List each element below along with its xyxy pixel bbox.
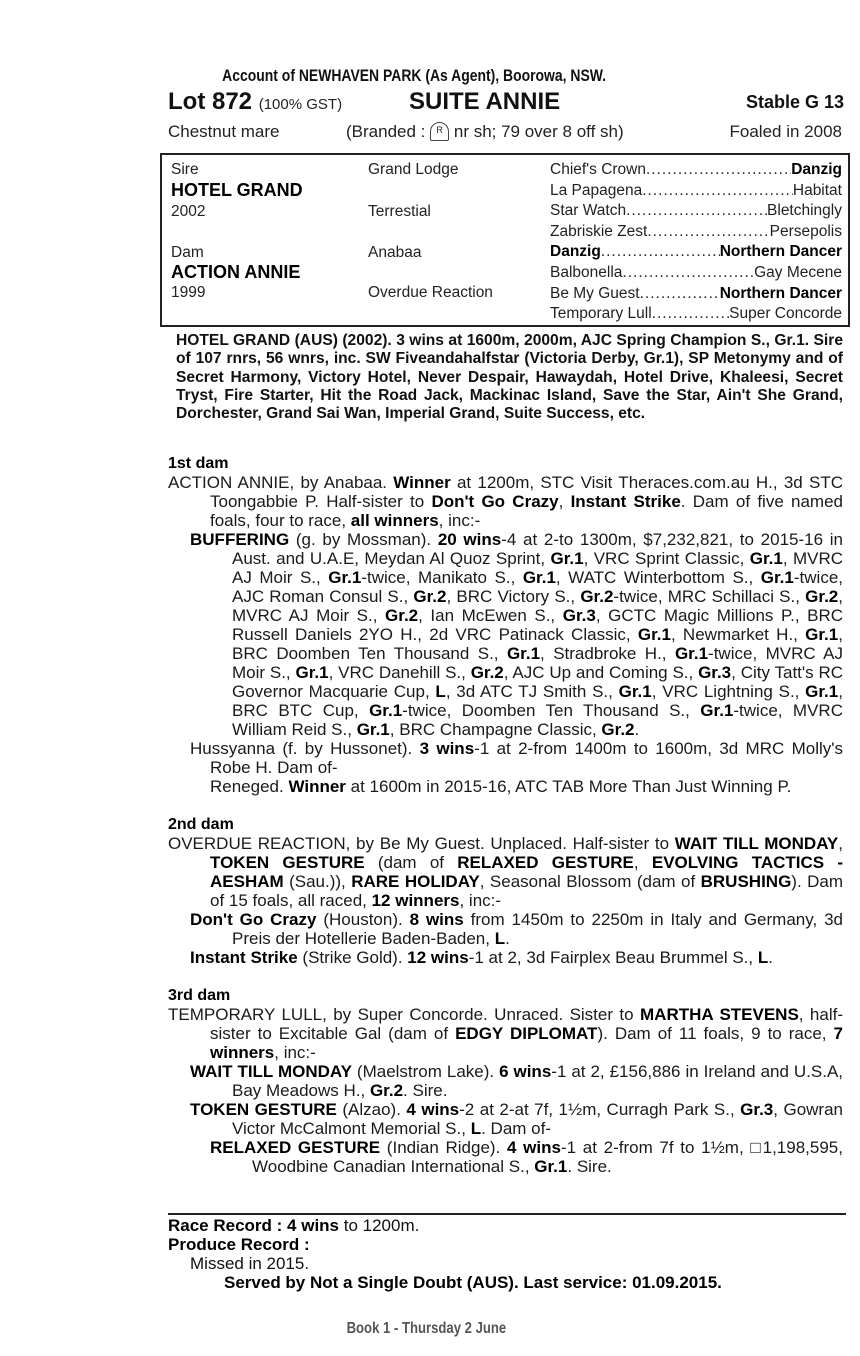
- bold-text: WAIT TILL MONDAY: [190, 1062, 352, 1081]
- bold-text: RELAXED GESTURE: [457, 853, 634, 872]
- pedigree-paragraph: [168, 777, 843, 796]
- sire-year: 2002: [171, 203, 206, 220]
- pedigree-table: [160, 153, 850, 327]
- sire-label: Sire: [171, 161, 199, 178]
- section-heading: 3rd dam: [168, 987, 231, 1004]
- text: ,: [633, 853, 652, 872]
- text: , WATC Winterbottom S.,: [555, 568, 761, 587]
- bold-text: L: [470, 1119, 482, 1138]
- text: -twice, Doomben Ten Thousand S.,: [402, 701, 701, 720]
- ancestor-name: Star Watch: [550, 202, 627, 220]
- bold-text: Gr.1: [295, 663, 329, 682]
- leader-dots: [640, 285, 720, 303]
- bold-text: Gr.1: [534, 1157, 568, 1176]
- bold-text: Gr.1: [674, 644, 709, 663]
- ancestor-sire: Northern Dancer: [719, 243, 842, 261]
- text: (Alzao).: [336, 1100, 407, 1119]
- produce-missed: Missed in 2015.: [190, 1254, 310, 1273]
- bold-text: Winner: [393, 473, 451, 492]
- section-heading: 1st dam: [168, 455, 229, 472]
- leader-dots: [652, 305, 729, 323]
- bold-text: Gr.2: [385, 606, 419, 625]
- brand: [346, 122, 624, 142]
- dam-name: ACTION ANNIE: [171, 262, 301, 282]
- bold-text: Gr.1: [618, 682, 652, 701]
- lot-line: [168, 88, 844, 116]
- bold-text: Gr.1: [506, 644, 541, 663]
- brand-prefix: (Branded :: [346, 122, 426, 141]
- bold-text: Gr.2: [805, 587, 839, 606]
- text: , inc:-: [438, 511, 481, 530]
- family-sections: [168, 454, 843, 1176]
- bold-text: Gr.1: [328, 568, 362, 587]
- text: , 3d ATC TJ Smith S.,: [445, 682, 619, 701]
- text: -twice, MVRC AJ Moir S.,: [232, 644, 843, 682]
- text: ,: [838, 834, 843, 853]
- pedigree-paragraph: [168, 1138, 843, 1176]
- bold-text: Gr.2: [601, 720, 635, 739]
- sire-dam: Terrestial: [368, 203, 431, 220]
- bold-text: Gr.1: [700, 701, 734, 720]
- text: ,: [558, 492, 571, 511]
- section-heading: 2nd dam: [168, 816, 234, 833]
- pedigree-paragraph: [168, 1005, 843, 1062]
- bold-text: L: [435, 682, 446, 701]
- bold-text: Gr.1: [760, 568, 794, 587]
- ancestor-sire: Habitat: [792, 181, 842, 199]
- pedigree-paragraph: [168, 1100, 843, 1138]
- text: . Dam of five named foals, four to race,: [210, 492, 843, 530]
- bold-text: L: [494, 929, 506, 948]
- bold-text: Gr.3: [740, 1100, 774, 1119]
- text: (Indian Ridge).: [380, 1138, 507, 1157]
- bold-text: 4 wins: [506, 1138, 561, 1157]
- pedigree-paragraph: [168, 739, 843, 777]
- text: , Seasonal Blossom (dam of: [479, 872, 701, 891]
- bold-text: 7 winners: [210, 1024, 843, 1062]
- ancestor-sire: Gay Mecene: [754, 264, 842, 281]
- text: -1 at 2-from 1400m to 1600m, 3d MRC Molly's Robe H. Dam of-: [210, 739, 843, 777]
- page-footer: Book 1 - Thursday 2 June: [346, 1320, 507, 1337]
- bold-text: Gr.1: [637, 625, 671, 644]
- text: at 1200m, STC Visit Theraces.com.au H., 3d STC Toongabbie P. Half-sister to: [210, 473, 843, 511]
- bold-text: Don't Go Crazy: [431, 492, 559, 511]
- bold-text: Gr.2: [580, 587, 614, 606]
- text: .: [768, 948, 773, 967]
- dam-year: 1999: [171, 284, 206, 301]
- ancestor-name: Be My Guest: [550, 284, 640, 302]
- pedigree-paragraph: [168, 834, 843, 910]
- leader-dots: [642, 182, 793, 200]
- dam-label: Dam: [171, 244, 204, 261]
- text: Reneged.: [210, 777, 289, 796]
- bold-text: RARE HOLIDAY: [351, 872, 480, 891]
- text: Hussyanna (f. by Hussonet).: [190, 739, 420, 758]
- bold-text: Gr.2: [413, 587, 447, 606]
- text: , Newmarket H.,: [670, 625, 806, 644]
- text: , Stradbroke H.,: [540, 644, 675, 663]
- text: .: [634, 720, 640, 739]
- bold-text: 3 wins: [419, 739, 475, 758]
- dam-dam: Overdue Reaction: [368, 284, 493, 301]
- text: from 1450m to 2250m in Italy and Germany, 3d Preis der Hotellerie Baden-Baden,: [232, 910, 843, 948]
- ancestor-sire: Persepolis: [769, 222, 842, 240]
- pedigree-ancestor-row: [550, 202, 842, 220]
- bold-text: Gr.1: [522, 568, 556, 587]
- pedigree-paragraph: [168, 1062, 843, 1100]
- bold-text: Don't Go Crazy: [190, 910, 317, 929]
- leader-dots: [647, 223, 769, 241]
- text: at 1600m in 2015-16, ATC TAB More Than Just Winning P.: [345, 777, 792, 796]
- leader-dots: [601, 243, 720, 261]
- bold-text: Instant Strike: [190, 948, 298, 967]
- bold-text: MARTHA STEVENS: [640, 1005, 799, 1024]
- text: -twice, MRC Schillaci S.,: [613, 587, 806, 606]
- service-note: Served by Not a Single Doubt (AUS). Last service: 01.09.2015.: [224, 1273, 722, 1292]
- sire-sire: Grand Lodge: [368, 161, 459, 178]
- ancestor-name: Balbonella: [550, 264, 623, 281]
- text: ). Dam of 15 foals, all raced,: [210, 872, 844, 910]
- text: -2 at 2-at 7f, 1½m, Curragh Park S.,: [459, 1100, 741, 1119]
- stable-number: Stable G 13: [745, 92, 844, 112]
- text: (Houston).: [316, 910, 410, 929]
- text: TEMPORARY LULL, by Super Concorde. Unraced. Sister to: [168, 1005, 641, 1024]
- text: ACTION ANNIE, by Anabaa.: [168, 473, 394, 492]
- ancestor-name: Zabriskie Zest: [550, 222, 648, 240]
- bold-text: Instant Strike: [570, 492, 681, 511]
- bold-text: Gr.3: [698, 663, 732, 682]
- text: (Maelstrom Lake).: [351, 1062, 500, 1081]
- spacer: [168, 967, 843, 986]
- ancestor-name: Danzig: [550, 243, 601, 261]
- lot-number: [168, 88, 342, 116]
- text: , VRC Lightning S.,: [651, 682, 806, 701]
- bold-text: BRUSHING: [700, 872, 792, 891]
- text: , City Tatt's RC Governor Macquarie Cup,: [232, 663, 844, 701]
- text: -1 at 2-from 7f to 1½m, □1,198,595, Woodbine Canadian International S.,: [252, 1138, 843, 1176]
- text: , Gowran Victor McCalmont Memorial S.,: [232, 1100, 843, 1138]
- bold-text: Gr.1: [805, 625, 839, 644]
- text: . Dam of-: [481, 1119, 551, 1138]
- text: , BRC BTC Cup,: [232, 682, 843, 720]
- text: , BRC Victory S.,: [446, 587, 581, 606]
- ancestor-name: Chief's Crown: [550, 161, 646, 178]
- bold-text: TOKEN GESTURE: [190, 1100, 337, 1119]
- text: , half-sister to Excitable Gal (dam of: [210, 1005, 843, 1043]
- bold-text: WAIT TILL MONDAY: [674, 834, 839, 853]
- text: -twice, Manikato S.,: [361, 568, 523, 587]
- race-record-label: Race Record :: [168, 1216, 288, 1235]
- bold-text: 4 wins: [406, 1100, 460, 1119]
- gst-note: (100% GST): [258, 96, 343, 113]
- text: OVERDUE REACTION, by Be My Guest. Unplaced. Half-sister to: [168, 834, 675, 853]
- text: (Strike Gold).: [297, 948, 408, 967]
- dam-sire: Anabaa: [368, 244, 422, 261]
- bold-text: TOKEN GESTURE: [210, 853, 365, 872]
- bold-text: 12 wins: [407, 948, 469, 967]
- bold-text: Gr.1: [805, 682, 839, 701]
- pedigree-ancestor-row: [550, 182, 842, 200]
- bold-text: RELAXED GESTURE: [210, 1138, 381, 1157]
- text: , GCTC Magic Millions P., BRC Russell Daniels 2YO H., 2d VRC Patinack Classic,: [232, 606, 844, 644]
- pedigree-ancestor-row: [550, 285, 842, 303]
- bold-text: Gr.1: [369, 701, 403, 720]
- ancestor-name: Temporary Lull: [550, 305, 652, 323]
- leader-dots: [626, 202, 767, 220]
- bold-text: 6 wins: [499, 1062, 552, 1081]
- records: [168, 1216, 843, 1292]
- ancestor-sire: Bletchingly: [767, 202, 842, 220]
- text: , MVRC AJ Moir S.,: [232, 549, 844, 587]
- text: , MVRC AJ Moir S.,: [232, 587, 843, 625]
- text: -twice, AJC Roman Consul S.,: [232, 568, 843, 606]
- bold-text: BUFFERING: [190, 530, 290, 549]
- vendor-account: Account of NEWHAVEN PARK (As Agent), Boorowa, NSW.: [222, 66, 607, 85]
- leader-dots: [646, 161, 791, 179]
- bold-text: EVOLVING TACTICS - AESHAM: [210, 853, 843, 891]
- bold-text: all winners: [350, 511, 439, 530]
- race-record-wins: 4 wins: [287, 1216, 340, 1235]
- text: , BRC Champagne Classic,: [389, 720, 602, 739]
- text: , VRC Danehill S.,: [328, 663, 471, 682]
- foaled-year: Foaled in 2008: [729, 122, 842, 141]
- bold-text: 12 winners: [371, 891, 460, 910]
- ancestor-sire: Danzig: [791, 161, 842, 178]
- text: ). Dam of 11 foals, 9 to race,: [597, 1024, 834, 1043]
- lot-label: Lot 872: [168, 88, 253, 115]
- divider: [168, 1213, 846, 1215]
- text: -1 at 2, £156,886 in Ireland and U.S.A, Bay Meadows H.,: [232, 1062, 844, 1100]
- bold-text: 8 wins: [409, 910, 464, 929]
- bold-text: Gr.1: [356, 720, 390, 739]
- bold-text: 20 wins: [437, 530, 502, 549]
- text: (Sau.)),: [283, 872, 352, 891]
- leader-dots: [622, 264, 754, 282]
- text: , AJC Up and Coming S.,: [503, 663, 699, 682]
- text: .: [505, 929, 510, 948]
- ancestor-name: La Papagena: [550, 181, 643, 199]
- bold-text: Gr.1: [550, 549, 584, 568]
- colour-sex: Chestnut mare: [168, 122, 280, 141]
- bold-text: Gr.2: [369, 1081, 404, 1100]
- text: , Ian McEwen S.,: [418, 606, 563, 625]
- text: , inc:-: [459, 891, 502, 910]
- pedigree-ancestor-row: [550, 243, 842, 261]
- produce-record-label: Produce Record :: [168, 1235, 310, 1254]
- pedigree-paragraph: [168, 948, 843, 967]
- spacer: [168, 796, 843, 815]
- text: . Sire.: [567, 1157, 612, 1176]
- pedigree-paragraph: [168, 473, 843, 530]
- pedigree-paragraph: [168, 910, 843, 948]
- text: , inc:-: [274, 1043, 316, 1062]
- brand-mark-icon: R: [430, 122, 449, 141]
- bold-text: Winner: [288, 777, 346, 796]
- text: -4 at 2-to 1300m, $7,232,821, to 2015-16 in Aust. and U.A.E, Meydan Al Quoz Sprint,: [232, 530, 843, 568]
- text: , VRC Sprint Classic,: [583, 549, 750, 568]
- text: -twice, MVRC William Reid S.,: [232, 701, 843, 739]
- pedigree-ancestor-row: [550, 305, 842, 323]
- ancestor-sire: Super Concorde: [729, 305, 842, 323]
- bold-text: L: [757, 948, 769, 967]
- sire-summary: HOTEL GRAND (AUS) (2002). 3 wins at 1600m, 2000m, AJC Spring Champion S., Gr.1. Sire of 107 rnrs, 56 wnrs, inc. SW Fiveandahalfstar (Victoria Derby, Gr.1), SP Metonymy and of Secret Harmony, Victory Hotel, Never Despair, Hawaydah, Hotel Drive, Khaleesi, Secret Tryst, Fire Starter, Hit the Road Jack, Mackinac Island, Save the Star, Ain't She Grand, Dorchester, Grand Sai Wan, Imperial Grand, Suite Success, etc.: [176, 332, 843, 423]
- brand-suffix: nr sh; 79 over 8 off sh): [453, 122, 624, 141]
- pedigree-ancestor-row: [550, 161, 842, 179]
- horse-name: SUITE ANNIE: [409, 88, 561, 115]
- pedigree-ancestor-row: [550, 264, 842, 282]
- text: (g. by Mossman).: [289, 530, 438, 549]
- pedigree-paragraph: [168, 530, 843, 739]
- text: , BRC Doomben Ten Thousand S.,: [232, 625, 843, 663]
- pedigree-ancestor-row: [550, 223, 842, 241]
- race-record: [168, 1216, 843, 1235]
- bold-text: Gr.2: [470, 663, 504, 682]
- bold-text: EDGY DIPLOMAT: [455, 1024, 598, 1043]
- bold-text: Gr.3: [562, 606, 596, 625]
- text: (dam of: [364, 853, 458, 872]
- text: -1 at 2, 3d Fairplex Beau Brummel S.,: [468, 948, 758, 967]
- bold-text: Gr.1: [749, 549, 783, 568]
- ancestor-sire: Northern Dancer: [719, 284, 842, 302]
- sire-name: HOTEL GRAND: [171, 180, 303, 200]
- text: . Sire.: [403, 1081, 448, 1100]
- race-record-rest: to 1200m.: [339, 1216, 420, 1235]
